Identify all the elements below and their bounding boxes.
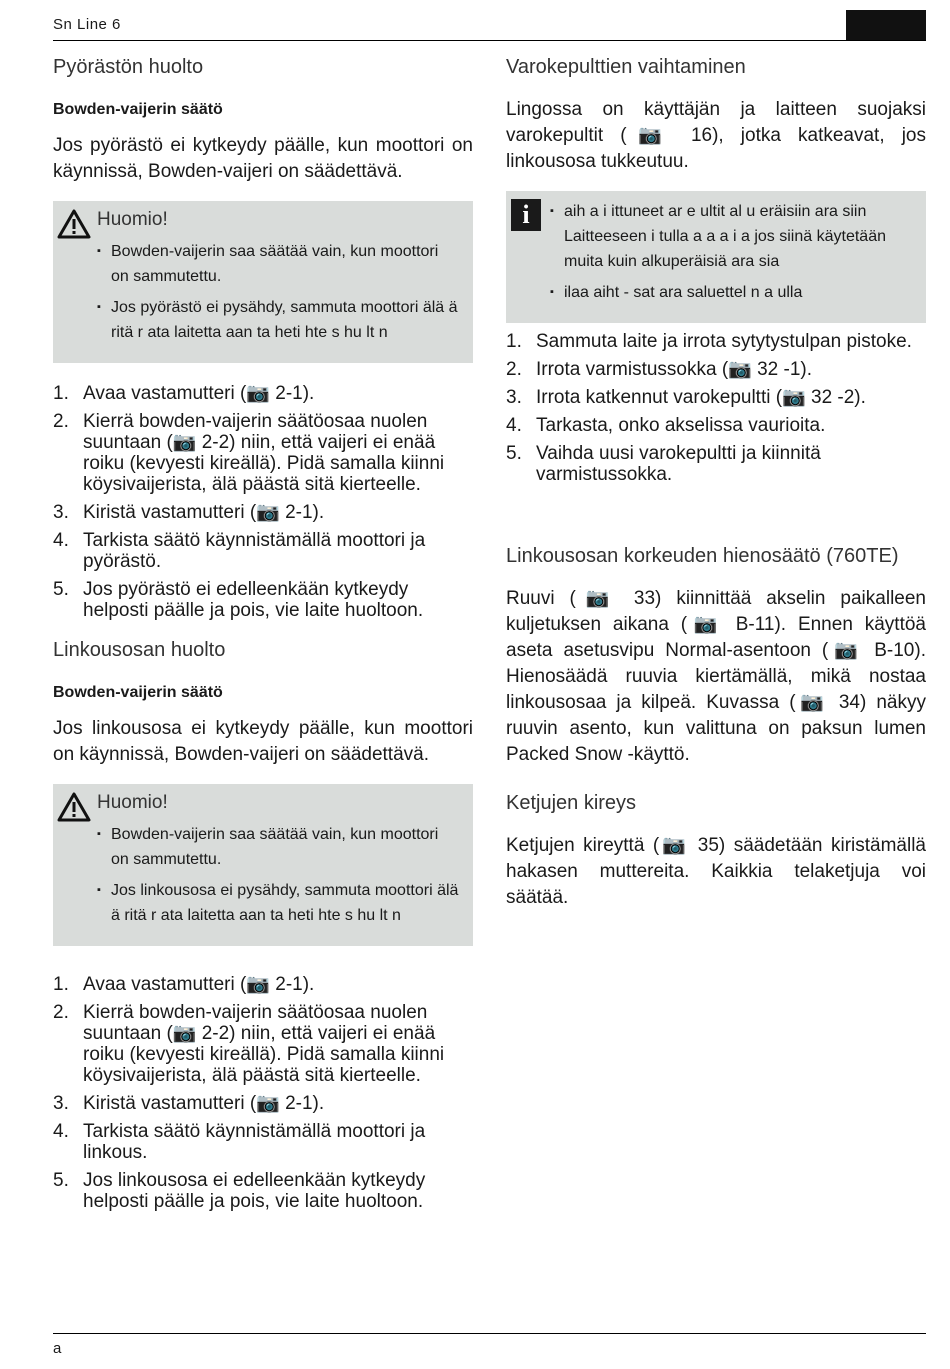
step-item xyxy=(53,974,473,995)
step-item xyxy=(53,530,473,572)
intro-paragraph: Lingossa on käyttäjän ja laitteen suojaksi varokepultit (📷 16), jotka katkeavat, jos linkousosa tukkeutuu. xyxy=(506,99,926,172)
step-text: Tarkista säätö käynnistämällä moottori ja pyörästö. xyxy=(83,530,426,572)
left-column xyxy=(53,52,473,1228)
step-item xyxy=(506,331,926,352)
intro-paragraph: Jos pyörästö ei kytkeydy päälle, kun moottori on käynnissä, Bowden-vaijeri on säädettävä. xyxy=(53,135,473,182)
step-text: Jos pyörästö ei edelleenkään kytkeydy helposti päälle ja pois, vie laite huoltoon. xyxy=(83,579,424,621)
step-text: Sammuta laite ja irrota sytytystulpan pistoke. xyxy=(536,331,912,352)
steps-list xyxy=(53,383,473,621)
body-paragraph: Ruuvi (📷 33) kiinnittää akselin paikalleen kuljetuksen aikana (📷 B-11). Ennen käyttöä aseta asetusvipu Normal-asentoon (📷 B-10). Hienosäädä ruuvia kiertämällä, mikä nostaa linkousosaa ja kilpeä. Kuvassa (📷 34) näkyy ruuvin asento, kun valittuna on paksun lumen Packed Snow -käyttö. xyxy=(506,588,926,765)
section-heading: Linkousosan korkeuden hienosäätö (760TE) xyxy=(506,545,899,567)
step-text: Kierrä bowden-vaijerin säätöosaa nuolen suuntaan (📷 2-2) niin, että vaijeri ei enää roiku (kevyesti kireällä). Pidä samalla kiinni köysivaijerista, älä päästä sitä kierteelle. xyxy=(83,411,445,495)
step-item xyxy=(506,387,926,408)
header-title: Sn Line 6 xyxy=(53,16,121,33)
language-tab xyxy=(846,10,926,40)
step-number: 2. xyxy=(506,359,522,380)
step-number: 3. xyxy=(53,502,69,523)
section-heading: Pyörästön huolto xyxy=(53,56,204,78)
section-heading: Linkousosan huolto xyxy=(53,639,226,661)
step-text: Avaa vastamutteri (📷 2-1). xyxy=(83,974,315,995)
section-heading: Ketjujen kireys xyxy=(506,792,637,814)
step-item xyxy=(53,1170,473,1212)
note-item: ▪ Bowden-vaijerin saa säätää vain, kun moottori on sammutettu. xyxy=(97,239,459,289)
step-number: 3. xyxy=(53,1093,69,1114)
step-item xyxy=(506,359,926,380)
page-footer xyxy=(53,1333,926,1364)
right-column xyxy=(506,52,926,927)
step-number: 2. xyxy=(53,411,69,432)
step-text: Irrota katkennut varokepultti (📷 32 -2). xyxy=(536,387,866,408)
step-item xyxy=(53,411,473,495)
step-item xyxy=(53,1002,473,1086)
step-number: 3. xyxy=(506,387,522,408)
warning-icon xyxy=(57,792,91,822)
intro-paragraph: Jos linkousosa ei kytkeydy päälle, kun moottori on käynnissä, Bowden-vaijeri on säädettävä. xyxy=(53,718,473,765)
subsection-heading: Bowden-vaijerin säätö xyxy=(53,101,223,118)
step-text: Kiristä vastamutteri (📷 2-1). xyxy=(83,502,325,523)
step-text: Irrota varmistussokka (📷 32 -1). xyxy=(536,359,813,380)
note-item: ▪ Jos pyörästö ei pysähdy, sammuta moottori älä ä ritä r ata laitetta aan ta heti hte s hu lt n xyxy=(97,295,459,345)
step-item xyxy=(53,383,473,404)
note-item: ▪ Jos linkousosa ei pysähdy, sammuta moottori älä ä ritä r ata laitetta aan ta heti hte s hu lt n xyxy=(97,878,459,928)
step-number: 4. xyxy=(53,1121,69,1142)
step-text: Tarkasta, onko akselissa vaurioita. xyxy=(536,415,826,436)
step-number: 4. xyxy=(506,415,522,436)
warning-icon xyxy=(57,209,91,239)
note-title: Huomio! xyxy=(97,792,168,813)
step-item xyxy=(506,415,926,436)
step-text: Jos linkousosa ei edelleenkään kytkeydy helposti päälle ja pois, vie laite huoltoon. xyxy=(83,1170,426,1212)
step-number: 5. xyxy=(53,1170,69,1191)
warning-note xyxy=(53,784,473,946)
step-number: 2. xyxy=(53,1002,69,1023)
note-list xyxy=(550,199,912,305)
note-item: ▪ Bowden-vaijerin saa säätää vain, kun moottori on sammutettu. xyxy=(97,822,459,872)
steps-list xyxy=(506,331,926,485)
info-icon: i xyxy=(511,199,541,231)
page-header xyxy=(53,10,926,41)
step-text: Kiristä vastamutteri (📷 2-1). xyxy=(83,1093,325,1114)
steps-list xyxy=(53,974,473,1212)
step-item xyxy=(53,502,473,523)
step-number: 1. xyxy=(506,331,522,352)
step-number: 5. xyxy=(53,579,69,600)
step-item xyxy=(53,1093,473,1114)
step-number: 1. xyxy=(53,383,69,404)
step-item xyxy=(53,579,473,621)
note-list xyxy=(97,822,459,928)
step-number: 1. xyxy=(53,974,69,995)
step-text: Kierrä bowden-vaijerin säätöosaa nuolen suuntaan (📷 2-2) niin, että vaijeri ei enää roiku (kevyesti kireällä). Pidä samalla kiinni köysivaijerista, älä päästä sitä kierteelle. xyxy=(83,1002,445,1086)
note-list xyxy=(97,239,459,345)
section-heading: Varokepulttien vaihtaminen xyxy=(506,56,746,78)
note-item: ▪ ilaa aiht - sat ara saluettel n a ulla xyxy=(550,280,912,305)
footer-left: a xyxy=(53,1340,63,1357)
step-item xyxy=(506,443,926,485)
step-item xyxy=(53,1121,473,1163)
step-text: Avaa vastamutteri (📷 2-1). xyxy=(83,383,315,404)
note-title: Huomio! xyxy=(97,209,168,230)
step-text: Tarkista säätö käynnistämällä moottori ja linkous. xyxy=(83,1121,426,1163)
step-number: 4. xyxy=(53,530,69,551)
info-note xyxy=(506,191,926,323)
step-text: Vaihda uusi varokepultti ja kiinnitä varmistussokka. xyxy=(536,443,821,485)
body-paragraph: Ketjujen kireyttä (📷 35) säädetään kiristämällä hakasen muttereita. Kaikkia telaketjuja voi säätää. xyxy=(506,835,926,908)
step-number: 5. xyxy=(506,443,522,464)
warning-note xyxy=(53,201,473,363)
note-item: ▪ aih a i ittuneet ar e ultit al u eräisiin ara siin Laitteeseen i tulla a a a i a jos siinä käytetään muita kuin alkuperäisiä ara sia xyxy=(550,199,912,274)
subsection-heading: Bowden-vaijerin säätö xyxy=(53,684,223,701)
